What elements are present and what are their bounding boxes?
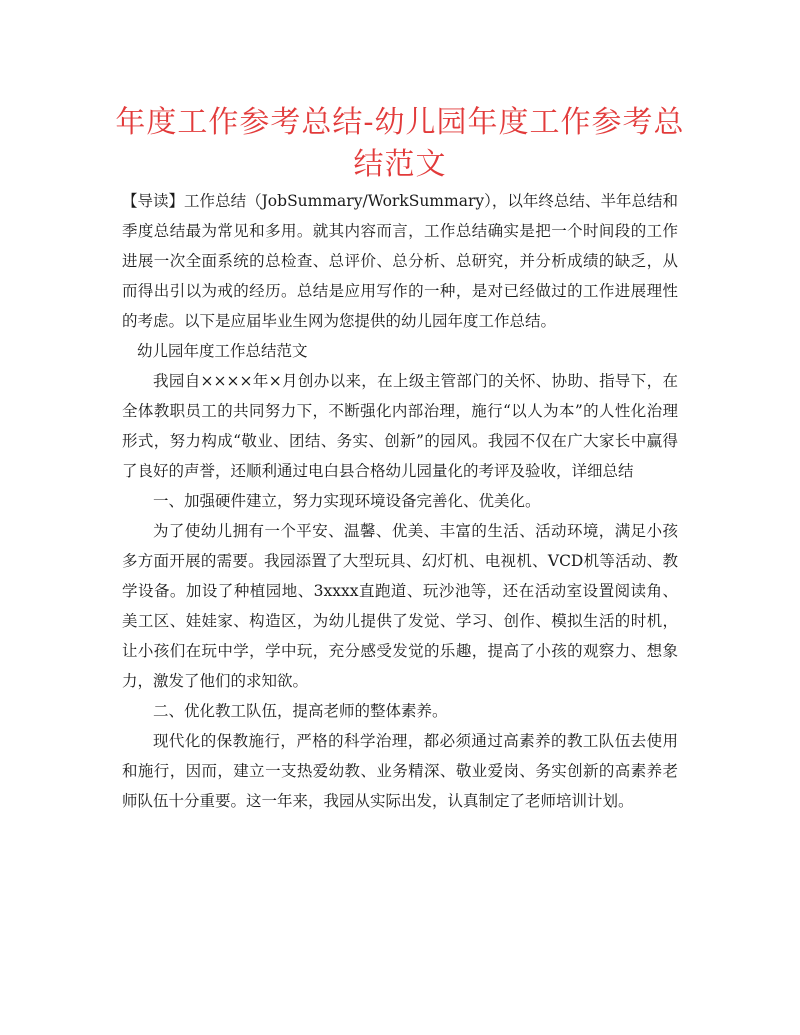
body-paragraph: 现代化的保教施行，严格的科学治理，都必须通过高素养的教工队伍去使用和施行，因而，建立一支热爱幼教、业务精深、敬业爱岗、务实创新的高素养老师队伍十分重要。这一年来，我园从实际出发，认真制定了老师培训计划。 — [122, 732, 678, 810]
document-body — [122, 186, 678, 816]
body-paragraph: 我园自××××年×月创办以来，在上级主管部门的关怀、协助、指导下，在全体教职员工的共同努力下，不断强化内部治理，施行“以人为本”的人性化治理形式，努力构成“敬业、团结、务实、创新”的园风。我园不仅在广大家长中赢得了良好的声誉，还顺利通过电白县合格幼儿园量化的考评及验收，详细总结 — [122, 372, 678, 480]
section-heading: 二、优化教工队伍，提高老师的整体素养。 — [153, 702, 448, 720]
body-paragraph: 为了使幼儿拥有一个平安、温馨、优美、丰富的生活、活动环境，满足小孩多方面开展的需要。我园添置了大型玩具、幻灯机、电视机、VCD机等活动、教学设备。加设了种植园地、3xxxx直跑道、玩沙池等，还在活动室设置阅读角、美工区、娃娃家、构造区，为幼儿提供了发觉、学习、创作、模拟生活的时机，让小孩们在玩中学，学中玩，充分感受发觉的乐趣，提高了小孩的观察力、想象力，激发了他们的求知欲。 — [122, 522, 678, 690]
section-heading: 幼儿园年度工作总结范文 — [137, 342, 308, 360]
document-title: 年度工作参考总结-幼儿园年度工作参考总结范文 — [115, 105, 685, 182]
section-heading: 一、加强硬件建立，努力实现环境设备完善化、优美化。 — [153, 492, 541, 510]
intro-paragraph: 【导读】工作总结（JobSummary/WorkSummary），以年终总结、半年总结和季度总结最为常见和多用。就其内容而言，工作总结确实是把一个时间段的工作进展一次全面系统的总检查、总评价、总分析、总研究，并分析成绩的缺乏，从而得出引以为戒的经历。总结是应用写作的一种，是对已经做过的工作进展理性的考虑。以下是应届毕业生网为您提供的幼儿园年度工作总结。 — [122, 192, 678, 330]
